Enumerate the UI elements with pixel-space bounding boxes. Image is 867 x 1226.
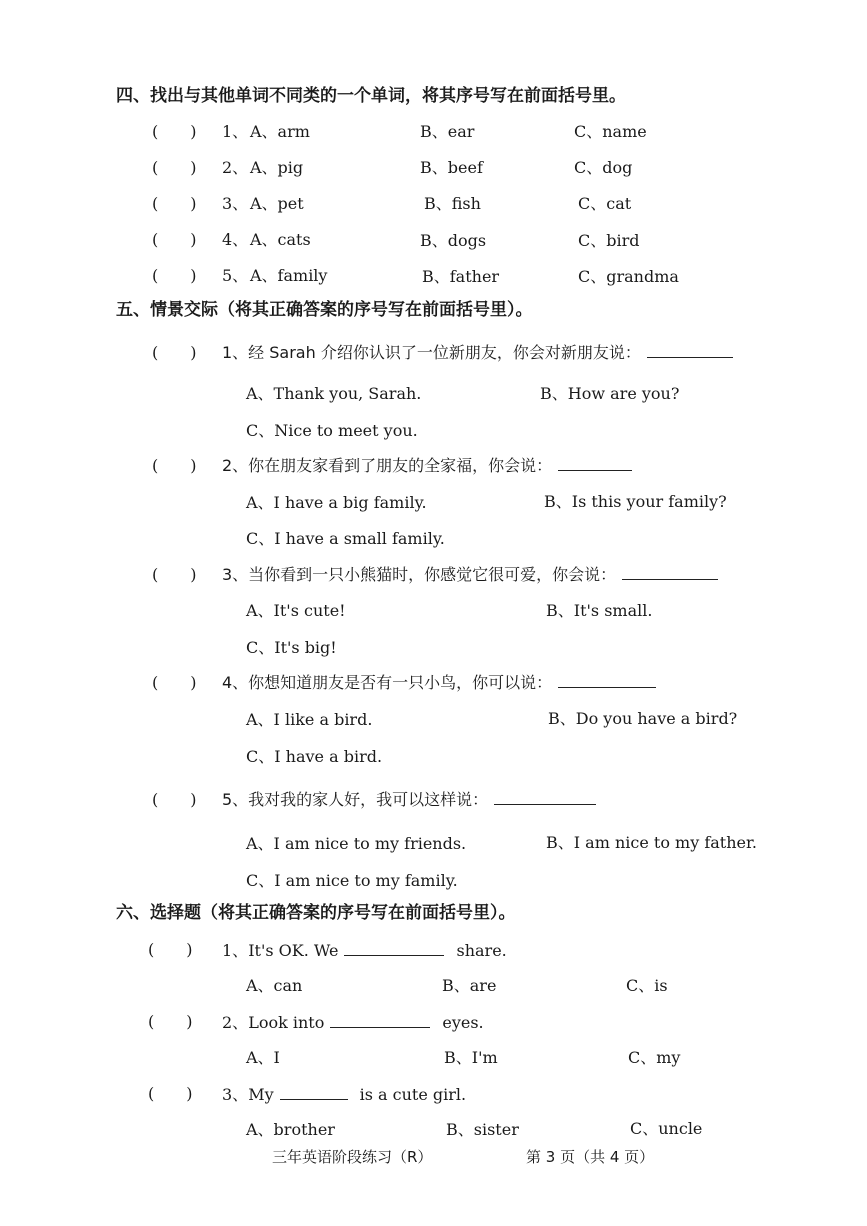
answer-paren[interactable]: ( ) xyxy=(152,230,197,249)
option-c: C、Nice to meet you. xyxy=(246,421,418,440)
option-c: C、name xyxy=(574,122,647,141)
question-text xyxy=(222,455,632,476)
option-a: A、I like a bird. xyxy=(246,710,373,729)
option-a: A、I am nice to my friends. xyxy=(246,834,467,853)
option-c: C、cat xyxy=(578,194,632,213)
question-text xyxy=(222,1084,466,1105)
option-b: B、beef xyxy=(420,158,483,177)
answer-paren[interactable]: ( ) xyxy=(152,266,197,285)
item-number: 3、 xyxy=(222,194,249,213)
question-text xyxy=(222,342,733,363)
footer-course: 三年英语阶段练习（R） xyxy=(272,1148,433,1166)
answer-paren[interactable]: ( ) xyxy=(152,158,197,177)
option-b: B、Do you have a bird? xyxy=(548,709,738,728)
section5-heading: 五、情景交际（将其正确答案的序号写在前面括号里）。 xyxy=(116,300,533,320)
answer-blank[interactable] xyxy=(558,672,656,688)
option-b: B、Is this your family? xyxy=(544,492,727,511)
option-c: C、dog xyxy=(574,158,633,177)
answer-paren[interactable]: ( ) xyxy=(152,194,197,213)
option-b: B、are xyxy=(442,976,497,995)
option-a: A、I have a big family. xyxy=(246,493,427,512)
option-c: C、I am nice to my family. xyxy=(246,871,458,890)
item-number: 4、 xyxy=(222,230,249,249)
item-number: 5、 xyxy=(222,266,249,285)
option-c: C、I have a bird. xyxy=(246,747,383,766)
answer-paren[interactable]: ( ) xyxy=(148,1084,193,1103)
option-a: A、arm xyxy=(250,122,310,141)
answer-paren[interactable]: ( ) xyxy=(152,122,197,141)
answer-paren[interactable]: ( ) xyxy=(152,673,197,692)
answer-blank[interactable] xyxy=(494,789,596,805)
option-c: C、grandma xyxy=(578,267,679,286)
option-c: C、is xyxy=(626,976,668,995)
answer-paren[interactable]: ( ) xyxy=(152,565,197,584)
answer-blank[interactable] xyxy=(330,1012,430,1028)
option-a: A、pig xyxy=(250,158,304,177)
question-label: 5、我对我的家人好，我可以这样说： xyxy=(222,790,489,809)
option-a: A、pet xyxy=(250,194,304,213)
section6-heading: 六、选择题（将其正确答案的序号写在前面括号里）。 xyxy=(116,903,516,923)
question-suffix: share. xyxy=(456,941,507,960)
item-number: 3、 xyxy=(222,1085,249,1104)
question-prefix: It's OK. We xyxy=(248,941,339,960)
option-c: C、bird xyxy=(578,231,640,250)
question-text xyxy=(222,564,718,585)
footer-page-number: 第 3 页（共 4 页） xyxy=(526,1148,655,1166)
answer-blank[interactable] xyxy=(647,342,733,358)
section4-heading: 四、找出与其他单词不同类的一个单词，将其序号写在前面括号里。 xyxy=(116,86,626,106)
question-label: 4、你想知道朋友是否有一只小鸟，你可以说： xyxy=(222,673,553,692)
option-c: C、It's big! xyxy=(246,638,337,657)
option-a: A、family xyxy=(250,266,328,285)
option-b: B、sister xyxy=(446,1120,519,1139)
question-prefix: My xyxy=(248,1085,274,1104)
answer-paren[interactable]: ( ) xyxy=(152,456,197,475)
option-a: A、Thank you, Sarah. xyxy=(246,384,422,403)
option-c: C、my xyxy=(628,1048,681,1067)
question-text xyxy=(222,1012,484,1033)
item-number: 1、 xyxy=(222,122,249,141)
option-b: B、I'm xyxy=(444,1048,498,1067)
item-number: 2、 xyxy=(222,1013,249,1032)
item-number: 1、 xyxy=(222,941,249,960)
option-c: C、uncle xyxy=(630,1119,703,1138)
answer-blank[interactable] xyxy=(622,564,718,580)
answer-paren[interactable]: ( ) xyxy=(152,790,197,809)
option-a: A、It's cute! xyxy=(246,601,346,620)
answer-paren[interactable]: ( ) xyxy=(148,940,193,959)
option-a: A、can xyxy=(246,976,303,995)
answer-blank[interactable] xyxy=(344,940,444,956)
option-a: A、cats xyxy=(250,230,311,249)
question-suffix: eyes. xyxy=(442,1013,484,1032)
answer-blank[interactable] xyxy=(280,1084,348,1100)
option-b: B、I am nice to my father. xyxy=(546,833,757,852)
option-b: B、fish xyxy=(424,194,481,213)
option-a: A、brother xyxy=(246,1120,335,1139)
question-label: 2、你在朋友家看到了朋友的全家福，你会说： xyxy=(222,456,553,475)
answer-blank[interactable] xyxy=(558,455,632,471)
question-suffix: is a cute girl. xyxy=(359,1085,467,1104)
question-text xyxy=(222,940,507,961)
option-b: B、It's small. xyxy=(546,601,653,620)
item-number: 2、 xyxy=(222,158,249,177)
question-prefix: Look into xyxy=(248,1013,325,1032)
option-a: A、I xyxy=(246,1048,280,1067)
option-b: B、father xyxy=(422,267,500,286)
question-text xyxy=(222,672,656,693)
option-c: C、I have a small family. xyxy=(246,529,445,548)
option-b: B、How are you? xyxy=(540,384,680,403)
question-label: 3、当你看到一只小熊猫时，你感觉它很可爱，你会说： xyxy=(222,565,617,584)
answer-paren[interactable]: ( ) xyxy=(152,343,197,362)
option-b: B、ear xyxy=(420,122,475,141)
answer-paren[interactable]: ( ) xyxy=(148,1012,193,1031)
question-label: 1、经 Sarah 介绍你认识了一位新朋友，你会对新朋友说： xyxy=(222,343,641,362)
question-text xyxy=(222,789,596,810)
option-b: B、dogs xyxy=(420,231,487,250)
